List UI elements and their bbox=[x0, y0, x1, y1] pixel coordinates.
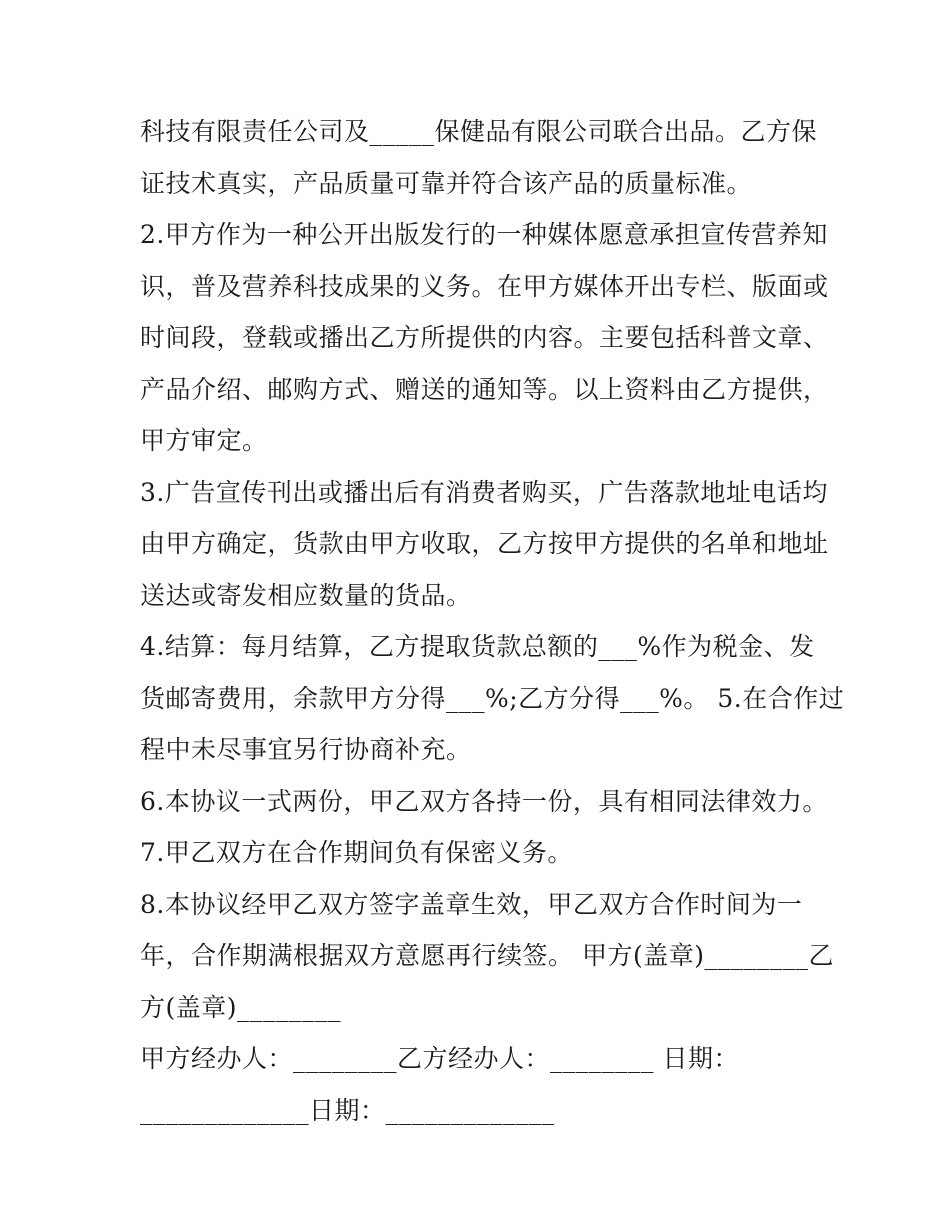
text-line: 8.本协议经甲乙双方签字盖章生效，甲乙双方合作时间为一 bbox=[140, 889, 803, 919]
text-line: 4.结算：每月结算，乙方提取货款总额的___%作为税金、发 bbox=[140, 632, 815, 661]
text-line: 甲方经办人：________乙方经办人：________ 日期： bbox=[140, 1044, 739, 1073]
text-line: 7.甲乙双方在合作期间负有保密义务。 bbox=[140, 838, 573, 867]
text-line: 送达或寄发相应数量的货品。 bbox=[140, 580, 472, 610]
text-line: 时间段，登载或播出乙方所提供的内容。主要包括科普文章、 bbox=[140, 323, 829, 352]
text-line: 由甲方确定，货款由甲方收取，乙方按甲方提供的名单和地址 bbox=[140, 529, 829, 558]
text-line: 货邮寄费用，余款甲方分得___%;乙方分得___%。 5.在合作过 bbox=[140, 683, 845, 713]
text-line: _____________日期：_____________ bbox=[140, 1095, 555, 1125]
text-line: 3.广告宣传刊出或播出后有消费者购买，广告落款地址电话均 bbox=[140, 477, 828, 507]
text-line: 年，合作期满根据双方意愿再行续签。 甲方(盖章)________乙 bbox=[140, 941, 834, 970]
text-line: 方(盖章)________ bbox=[140, 992, 342, 1022]
text-line: 识，普及营养科技成果的义务。在甲方媒体开出专栏、版面或 bbox=[140, 271, 829, 301]
text-line: 2.甲方作为一种公开出版发行的一种媒体愿意承担宣传营养知 bbox=[140, 220, 828, 249]
document-body bbox=[140, 106, 845, 1136]
text-line: 程中未尽事宜另行协商补充。 bbox=[140, 735, 472, 764]
text-line: 科技有限责任公司及_____保健品有限公司联合出品。乙方保 bbox=[140, 117, 818, 146]
text-line: 6.本协议一式两份，甲乙双方各持一份，具有相同法律效力。 bbox=[140, 786, 828, 816]
text-line: 证技术真实，产品质量可靠并符合该产品的质量标准。 bbox=[140, 168, 753, 198]
text-line: 甲方审定。 bbox=[140, 426, 268, 455]
text-line: 产品介绍、邮购方式、赠送的通知等。以上资料由乙方提供， bbox=[140, 374, 829, 404]
